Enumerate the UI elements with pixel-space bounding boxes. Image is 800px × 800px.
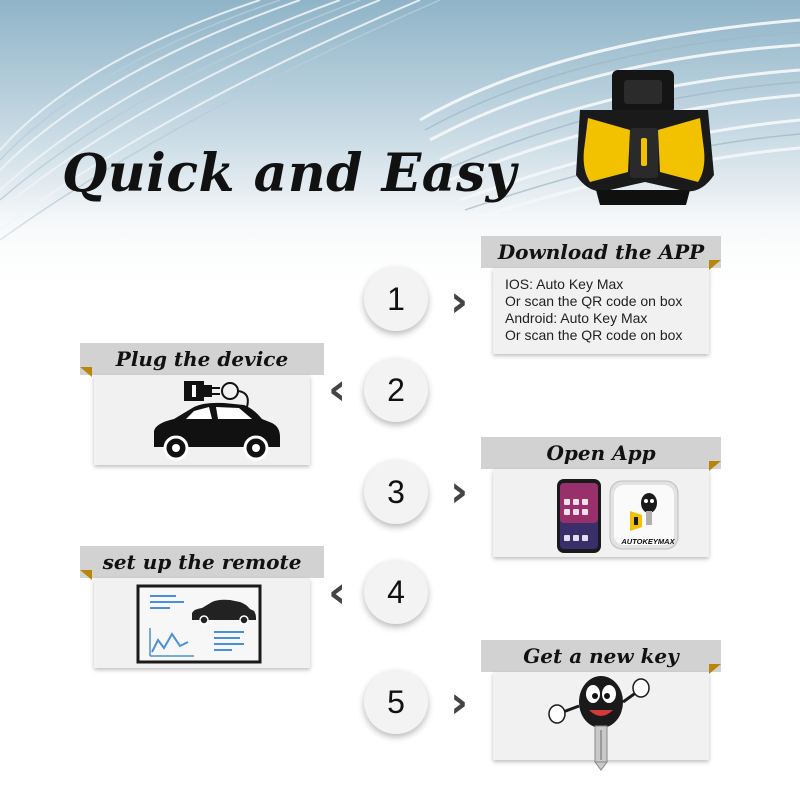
key-mascot-icon [493,672,709,764]
step-4-number: 4 [364,560,428,624]
step-2-body [94,375,310,465]
page-title: Quick and Easy [62,143,517,204]
step-1-title: Download the APP [481,236,721,268]
app-name-label: AUTOKEYMAX [621,537,675,546]
step-4-body [94,578,310,668]
step-2-card [80,343,324,467]
step-2-title: Plug the device [80,343,324,375]
chevron-right-icon: › [450,276,469,327]
step-3-card [481,437,721,561]
car-charging-icon [94,375,310,465]
corner-fold [709,664,721,674]
step-4-card [80,546,324,670]
corner-fold [709,461,721,471]
chevron-left-icon: ‹ [328,364,347,415]
step-3-title: Open App [481,437,721,469]
chevron-right-icon: › [450,677,469,728]
step-5-title: Get a new key [481,640,721,672]
screen-with-car-icon [94,578,310,668]
instruction-line: Or scan the QR code on box [505,293,683,309]
step-1-body [493,268,709,354]
step-5-body [493,672,709,760]
corner-fold [80,570,92,580]
step-1-card [481,236,721,358]
step-4-title: set up the remote [80,546,324,578]
instruction-line: Or scan the QR code on box [505,327,683,343]
step-3-body [493,469,709,557]
instruction-line: IOS: Auto Key Max [505,276,624,292]
step-1-number: 1 [364,267,428,331]
step-3-number: 3 [364,460,428,524]
chevron-left-icon: ‹ [328,567,347,618]
download-instructions [505,276,682,344]
corner-fold [80,367,92,377]
instruction-line: Android: Auto Key Max [505,310,648,326]
chevron-right-icon: › [450,466,469,517]
step-5-number: 5 [364,670,428,734]
step-5-card [481,640,721,764]
step-2-number: 2 [364,358,428,422]
corner-fold [709,260,721,270]
